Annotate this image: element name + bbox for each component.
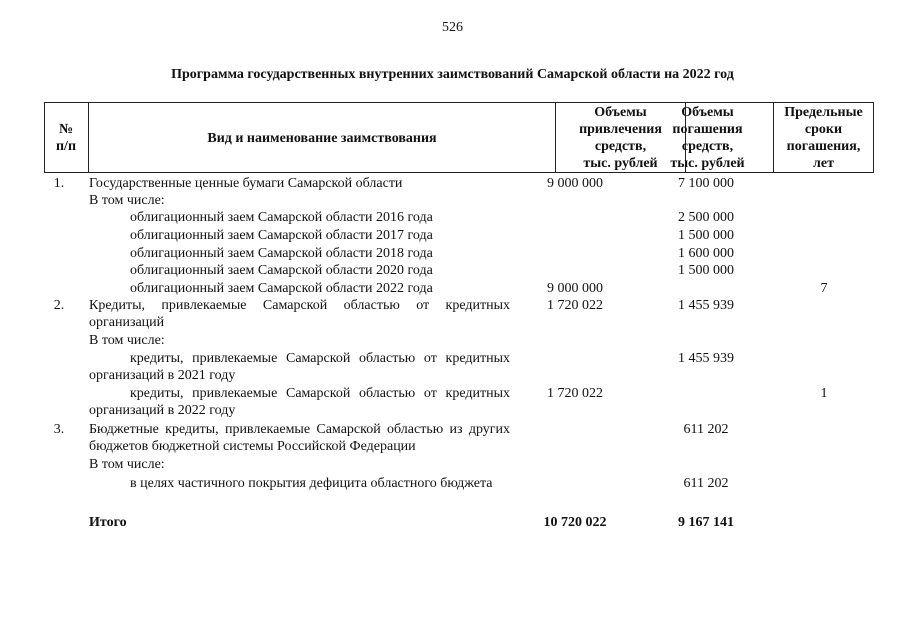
header-num: [44, 103, 89, 173]
row-description: облигационный заем Самарской области 2017 года: [130, 228, 433, 243]
row-repayment: 611 202: [683, 476, 729, 491]
total-repayment: 9 167 141: [678, 515, 734, 530]
row-repayment: 1 455 939: [678, 298, 734, 313]
row-description: облигационный заем Самарской области 2018 года: [130, 246, 433, 261]
header-term-line: Предельные: [784, 105, 863, 120]
row-description: кредиты, привлекаемые Самарской областью от кредитных организаций в 2022 году: [89, 386, 510, 418]
header-attr-line: средств,: [594, 139, 647, 154]
row-attraction: 1 720 022: [547, 386, 603, 401]
total-attraction: 10 720 022: [543, 515, 607, 530]
row-repayment: 1 500 000: [678, 263, 734, 278]
header-attr-line: Объемы: [594, 105, 647, 120]
header-repay-line: средств,: [681, 139, 734, 154]
header-num-line: п/п: [55, 139, 77, 154]
row-description: облигационный заем Самарской области 2022 года: [130, 281, 433, 296]
row-repayment: 611 202: [683, 422, 729, 437]
row-description: Бюджетные кредиты, привлекаемые Самарской областью из других бюджетов бюджетной системы Российской Федерации: [89, 422, 510, 454]
row-number: 2.: [53, 298, 65, 313]
header-term-line: сроки: [804, 122, 843, 137]
row-description: В том числе:: [89, 457, 165, 472]
row-description: Государственные ценные бумаги Самарской области: [89, 176, 403, 191]
row-attraction: 1 720 022: [547, 298, 603, 313]
row-description: Кредиты, привлекаемые Самарской областью от кредитных организаций: [89, 298, 510, 330]
header-repay-line: Объемы: [681, 105, 734, 120]
row-repayment: 1 455 939: [678, 351, 734, 366]
row-description: В том числе:: [89, 193, 165, 208]
row-term: 7: [820, 281, 828, 296]
row-description: облигационный заем Самарской области 2016 года: [130, 210, 433, 225]
header-bottom-border: [44, 172, 874, 173]
header-attr-line: тыс. рублей: [583, 156, 658, 171]
row-number: 1.: [53, 176, 65, 191]
row-attraction: 9 000 000: [547, 176, 603, 191]
header-desc: Вид и наименование заимствования: [89, 103, 556, 173]
row-repayment: 1 500 000: [678, 228, 734, 243]
row-repayment: 1 600 000: [678, 246, 734, 261]
header-term: [774, 103, 874, 173]
row-attraction: 9 000 000: [547, 281, 603, 296]
row-description: облигационный заем Самарской области 2020 года: [130, 263, 433, 278]
row-term: 1: [820, 386, 828, 401]
row-repayment: 2 500 000: [678, 210, 734, 225]
header-repay-line: погашения: [672, 122, 743, 137]
header-term-line: лет: [813, 156, 834, 171]
header-repay-line: тыс. рублей: [670, 156, 745, 171]
header-num-line: №: [58, 122, 74, 137]
row-number: 3.: [53, 422, 65, 437]
header-repay: [642, 103, 774, 173]
table-header: [44, 103, 874, 173]
total-label: Итого: [89, 515, 127, 530]
header-attr-line: привлечения: [579, 122, 662, 137]
header-term-line: погашения,: [786, 139, 861, 154]
row-description: кредиты, привлекаемые Самарской областью от кредитных организаций в 2021 году: [89, 351, 510, 383]
page-number: 526: [442, 20, 463, 35]
row-description: В том числе:: [89, 333, 165, 348]
document-title: Программа государственных внутренних заимствований Самарской области на 2022 год: [171, 67, 734, 82]
row-repayment: 7 100 000: [678, 176, 734, 191]
row-description: в целях частичного покрытия дефицита областного бюджета: [130, 476, 493, 491]
table-left-border: [44, 102, 45, 172]
